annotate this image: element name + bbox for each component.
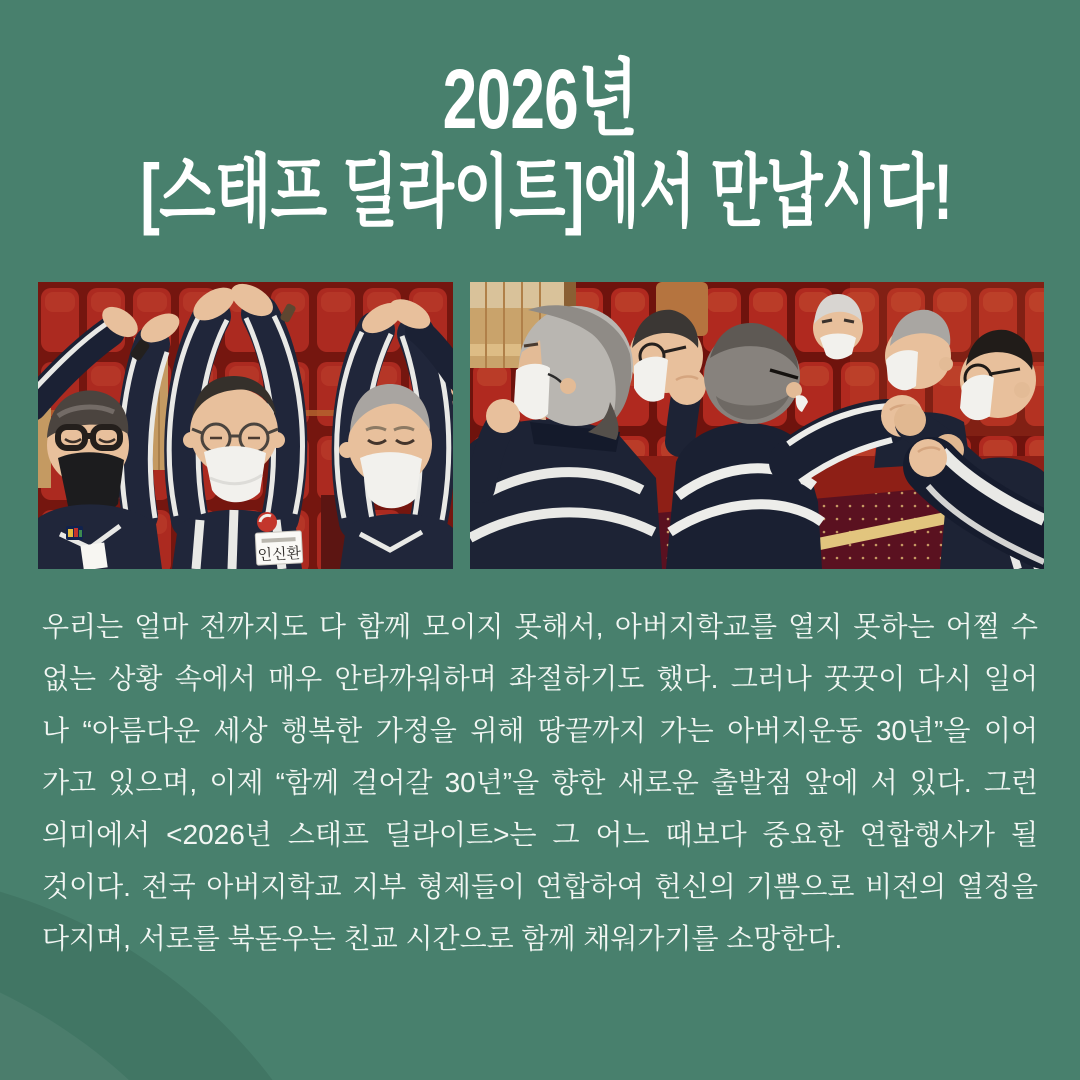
body-text-line: 없는 상황 속에서 매우 안타까워하며 좌절하기도 했다. 그러나 꿋꿋이 다시 일어 <box>42 663 1038 694</box>
left-man-logo-patch <box>66 526 83 540</box>
left-photo <box>38 282 453 569</box>
body-text-line: 가고 있으며, 이제 “함께 걸어갈 30년”을 향한 새로운 출발점 앞에 서 있다. 그런 <box>42 767 1038 798</box>
body-text-line: 다지며, 서로를 북돋우는 친교 시간으로 함께 채워가기를 소망한다. <box>42 923 843 954</box>
page-title <box>0 52 1080 238</box>
right-photo <box>470 282 1044 569</box>
body-text-line: 나 “아름다운 세상 행복한 가정을 위해 땅끝까지 가는 아버지운동 30년”을 이어 <box>42 715 1038 746</box>
body-text-line: 것이다. 전국 아버지학교 지부 형제들이 연합하여 헌신의 기쁨으로 비전의 열정을 <box>42 871 1038 902</box>
body-text-line: 우리는 얼마 전까지도 다 함께 모이지 못해서, 아버지학교를 열지 못하는 어쩔 수 <box>42 611 1038 642</box>
body-text-line: 의미에서 <2026년 스태프 딜라이트>는 그 어느 때보다 중요한 연합행사가 될 <box>42 819 1038 850</box>
name-tag <box>255 531 303 565</box>
title-line-1: 2026년 <box>442 52 638 146</box>
title-line-2: [스태프 딜라이트]에서 만납시다! <box>140 147 953 236</box>
name-tag-text: 인신환 <box>257 544 302 565</box>
body-paragraph <box>42 601 1038 965</box>
